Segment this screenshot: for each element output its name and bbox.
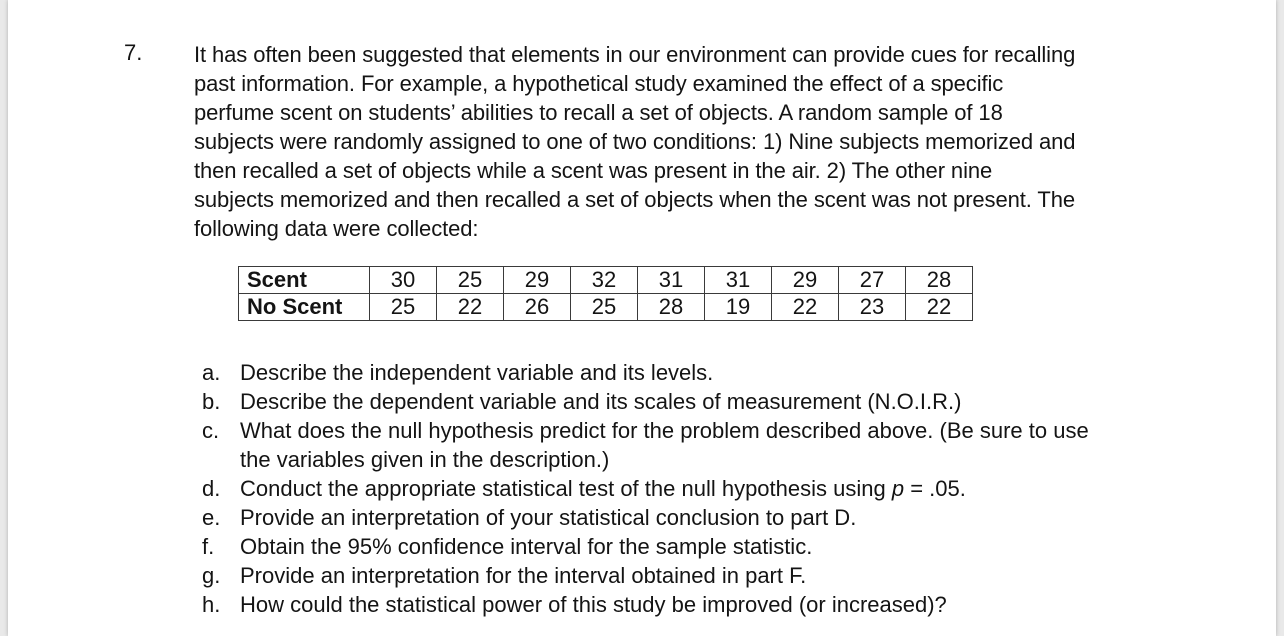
table-cell: 32 bbox=[571, 267, 638, 294]
table-cell: 25 bbox=[571, 294, 638, 321]
sub-question-text: What does the null hypothesis predict for the problem described above. (Be sure to use bbox=[240, 418, 1089, 443]
sub-question-h bbox=[194, 590, 1089, 619]
sub-question-letter: f. bbox=[202, 534, 215, 559]
sub-question-letter: d. bbox=[202, 476, 221, 501]
prompt-line: perfume scent on students’ abilities to recall a set of objects. A random sample of 18 bbox=[194, 100, 1003, 125]
sub-question-d bbox=[194, 474, 1089, 503]
sub-question-text: Obtain the 95% confidence interval for the sample statistic. bbox=[240, 534, 813, 559]
document-page bbox=[8, 0, 1276, 636]
table-cell: 27 bbox=[839, 267, 906, 294]
prompt-line: subjects were randomly assigned to one of two conditions: 1) Nine subjects memorized and bbox=[194, 129, 1076, 154]
sub-question-a bbox=[194, 358, 1089, 387]
sub-question-letter: e. bbox=[202, 505, 221, 530]
table-cell: 30 bbox=[370, 267, 437, 294]
sub-question-text: Conduct the appropriate statistical test of the null hypothesis using bbox=[240, 476, 892, 501]
question-number: 7. bbox=[124, 40, 143, 65]
data-table bbox=[238, 266, 973, 321]
prompt-line: following data were collected: bbox=[194, 216, 479, 241]
prompt-line: subjects memorized and then recalled a set of objects when the scent was not present. The bbox=[194, 187, 1075, 212]
prompt-line: past information. For example, a hypothetical study examined the effect of a specific bbox=[194, 71, 1004, 96]
table-cell: 25 bbox=[370, 294, 437, 321]
sub-question-e bbox=[194, 503, 1089, 532]
sub-question-b bbox=[194, 387, 1089, 416]
sub-question-text-continued: the variables given in the description.) bbox=[240, 447, 610, 472]
sub-question-c bbox=[194, 416, 1089, 474]
sub-question-f bbox=[194, 532, 1089, 561]
table-cell: 23 bbox=[839, 294, 906, 321]
table-cell: 28 bbox=[638, 294, 705, 321]
sub-question-g bbox=[194, 561, 1089, 590]
sub-question-text: Describe the independent variable and its levels. bbox=[240, 360, 714, 385]
table-cell: 22 bbox=[906, 294, 973, 321]
table-cell: 22 bbox=[772, 294, 839, 321]
row-label: No Scent bbox=[239, 294, 370, 321]
table-cell: 29 bbox=[504, 267, 571, 294]
sub-question-letter: c. bbox=[202, 418, 220, 443]
table-cell: 25 bbox=[437, 267, 504, 294]
prompt-line: It has often been suggested that elements in our environment can provide cues for recalling bbox=[194, 42, 1076, 67]
table-cell: 31 bbox=[705, 267, 772, 294]
sub-question-list bbox=[194, 358, 1089, 619]
row-label: Scent bbox=[239, 267, 370, 294]
sub-question-text: How could the statistical power of this study be improved (or increased)? bbox=[240, 592, 947, 617]
question-prompt bbox=[194, 40, 1214, 243]
sub-question-letter: b. bbox=[202, 389, 221, 414]
sub-question-text: Provide an interpretation of your statistical conclusion to part D. bbox=[240, 505, 857, 530]
table-row-no-scent bbox=[239, 294, 973, 321]
table-cell: 26 bbox=[504, 294, 571, 321]
sub-question-letter: h. bbox=[202, 592, 221, 617]
sub-question-letter: a. bbox=[202, 360, 221, 385]
table-row-scent bbox=[239, 267, 973, 294]
sub-question-text: Provide an interpretation for the interval obtained in part F. bbox=[240, 563, 807, 588]
table-cell: 31 bbox=[638, 267, 705, 294]
table-cell: 22 bbox=[437, 294, 504, 321]
table-cell: 28 bbox=[906, 267, 973, 294]
prompt-line: then recalled a set of objects while a scent was present in the air. 2) The other nine bbox=[194, 158, 993, 183]
sub-question-letter: g. bbox=[202, 563, 221, 588]
table-cell: 29 bbox=[772, 267, 839, 294]
sub-question-text-end: = .05. bbox=[904, 476, 966, 501]
sub-question-text: Describe the dependent variable and its scales of measurement (N.O.I.R.) bbox=[240, 389, 962, 414]
table-cell: 19 bbox=[705, 294, 772, 321]
p-value-symbol: p bbox=[891, 476, 905, 501]
